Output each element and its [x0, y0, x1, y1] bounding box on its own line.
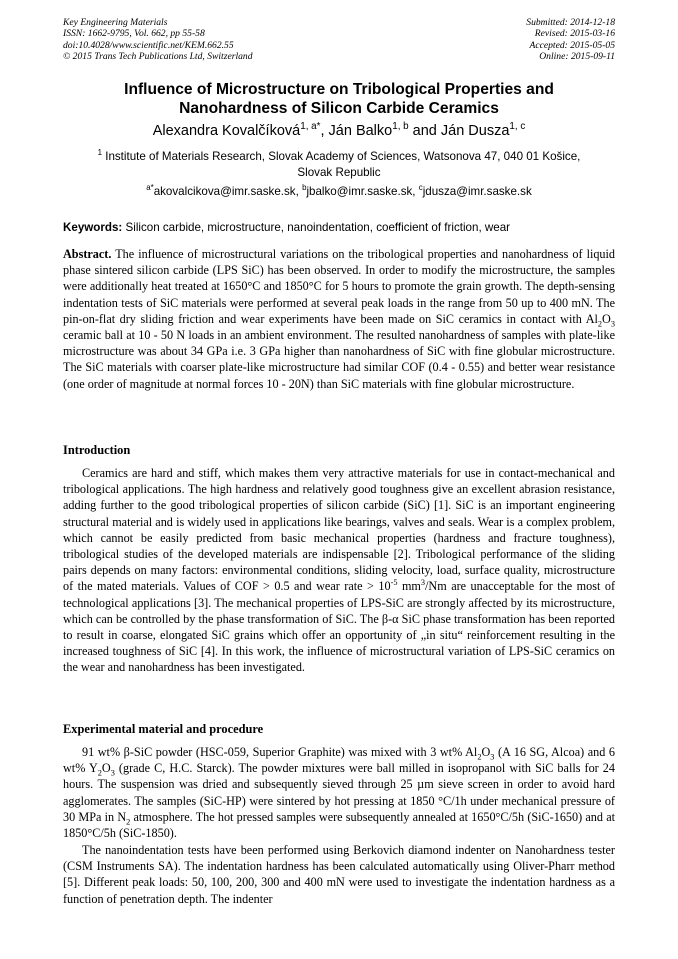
- paragraph-text: Ceramics are hard and stiff, which makes them very attractive materials for use in contact-mechanical and tribological applications. The high hardness and relatively good toughness give an excellent abrasion resistance, adding further to the good tribological properties of silicon carbide (SiC) [1]. SiC is an important engineering structural material and is widely used in applications like bearings, valves and seals. Wear is a complex problem, which cannot be easily predicted from basic mechanical properties (hardness and fracture toughness), tribological studies of the developed materials are indispensable [2]. Tribological performance of the sliding pairs depends on many factors: environmental conditions, sliding velocity, load, surface quality, microstructure of the mated materials. Values of COF > 0.5 and wear rate > 10: [63, 466, 615, 594]
- email-mark: c: [418, 183, 423, 193]
- title-line-2: Nanohardness of Silicon Carbide Ceramics: [179, 100, 499, 117]
- superscript: 3: [420, 578, 426, 588]
- affiliation-mark: 1: [97, 148, 102, 158]
- paragraph-text: mm: [397, 579, 421, 594]
- author-separator: ,: [320, 123, 329, 139]
- abstract-text: O: [602, 311, 611, 326]
- superscript: -5: [390, 578, 398, 588]
- author-affil-mark: 1, b: [392, 121, 409, 133]
- affiliation: [63, 149, 615, 180]
- experimental-paragraph-1: [63, 744, 615, 841]
- introduction-paragraph: [63, 465, 615, 676]
- paragraph-text: O: [481, 745, 491, 759]
- author-name: Ján Dusza: [440, 123, 510, 139]
- abstract-text: The influence of microstructural variations on the tribological properties and nanohardness of liquid phase sintered silicon carbide (LPS SiC) has been observed. In order to modify the microstructure, the samples were additionally heat treated at 1650°C and 1850°C for 5 hours to promote the grain growth. The depth-sensing indentation tests of SiC materials were performed at several peak loads in the range from 50 up to 400 mN. The pin-on-flat dry sliding friction and wear experiments have been made on SiC ceramics in contact with Al: [63, 247, 616, 326]
- author-list: [63, 122, 615, 140]
- subscript: 2: [477, 752, 482, 762]
- subscript: 3: [110, 768, 115, 778]
- author-conjunction: and: [408, 123, 441, 139]
- subscript: 2: [597, 319, 603, 329]
- submitted-date: Submitted: 2014-12-18: [526, 17, 615, 28]
- paper-title: [63, 80, 615, 118]
- author-name: Alexandra Kovalčíková: [152, 123, 301, 139]
- email-mark: a*: [146, 183, 154, 193]
- email-link[interactable]: akovalcikova@imr.saske.sk: [153, 185, 296, 198]
- abstract-text: ceramic ball at 10 - 50 N loads in an ambient environment. The resulted nanohardness of samples with plate-like microstructure was about 34 GPa i.e. 3 GPa higher than nanohardness of SiC with fine globular microstructure. The SiC materials with coarser plate-like microstructure had similar COF (0.4 - 0.55) and better wear resistance (one order of magnitude at normal forces 10 - 20N) than SiC materials with fine globular microstructure.: [63, 328, 615, 391]
- author-name: Ján Balko: [328, 123, 393, 139]
- paragraph-text: (A 16 SG, Alcoa) and 6 wt% Y: [63, 745, 615, 776]
- section-heading-experimental: Experimental material and procedure: [63, 722, 264, 736]
- affiliation-line-2: Slovak Republic: [297, 165, 381, 179]
- email-link[interactable]: jbalko@imr.saske.sk: [306, 185, 413, 198]
- email-mark: b: [302, 183, 307, 193]
- experimental-paragraph-2: The nanoindentation tests have been performed using Berkovich diamond indenter on Nanohardness tester (CSM Instruments SA). The indentation hardness has been calculated automatically using Oliver-Pharr method [5]. Different peak loads: 50, 100, 200, 300 and 400 mN were used to investigate the indentation hardness as a function of penetration depth. The indenter: [63, 843, 615, 906]
- journal-header: [63, 17, 253, 63]
- paragraph-text: /Nm are unacceptable for the most of technological applications [3]. The mechanical properties of LPS-SiC are strongly affected by its microstructure, which can be controlled by the phase transformation of SiC. The β-α SiC phase transformation has been reported to result in coarse, elongated SiC grains which offer an opportunity of „in situ“ reinforcement resulting in the increased toughness of SiC [4]. In this work, the influence of microstructural variation of LPS-SiC ceramics on the wear and nanohardness has been investigated.: [63, 579, 616, 675]
- title-line-1: Influence of Microstructure on Tribological Properties and: [124, 81, 554, 98]
- subscript: 2: [126, 817, 131, 827]
- dates-header: [526, 17, 615, 63]
- keywords-label: Keywords:: [63, 221, 123, 234]
- section-heading-introduction: Introduction: [63, 443, 131, 457]
- paragraph-text: atmosphere. The hot pressed samples were subsequently annealed at 1650°C/5h (SiC-1650) and at 1850°C/5h (SiC-1850).: [63, 809, 615, 841]
- subscript: 3: [490, 752, 495, 762]
- revised-date: Revised: 2015-03-16: [534, 28, 615, 40]
- paragraph-text: O: [101, 761, 111, 776]
- email-link[interactable]: jdusza@imr.saske.sk: [422, 185, 532, 198]
- keywords-text: Silicon carbide, microstructure, nanoindentation, coefficient of friction, wear: [125, 221, 511, 234]
- paragraph-text: (grade C, H.C. Starck). The powder mixtures were ball milled in isopropanol with SiC balls for 24 hours. The suspension was dried and subsequently sieved through 25 µm sieve screen in order to avoid hard agglomerates. The samples (SiC-HP) were sintered by hot pressing at 1850 °C/1h under mechanical pressure of 30 MPa in N: [63, 761, 615, 824]
- copyright: © 2015 Trans Tech Publications Ltd, Switzerland: [63, 51, 253, 63]
- online-date: Online: 2015-09-11: [539, 51, 615, 63]
- author-emails: $^{a*}$akovalcikova@imr.saske.sk, $^b$jbalko@imr.saske.sk, $^c$jdusza@imr.saske.sk: [146, 183, 532, 198]
- subscript: 3: [610, 319, 615, 329]
- journal-name: Key Engineering Materials: [63, 17, 168, 28]
- accepted-date: Accepted: 2015-05-05: [529, 39, 615, 51]
- affiliation-line-1: Institute of Materials Research, Slovak Academy of Sciences, Watsonova 47, 040 01 Košice,: [105, 150, 581, 163]
- abstract-label: Abstract.: [63, 247, 112, 261]
- paragraph-text: 91 wt% β-SiC powder (HSC-059, Superior Graphite) was mixed with 3 wt% Al: [82, 745, 478, 759]
- abstract: [63, 246, 615, 392]
- doi: doi:10.4028/www.scientific.net/KEM.662.55: [63, 39, 234, 51]
- author-affil-mark: 1, a*: [300, 121, 321, 133]
- subscript: 2: [97, 768, 102, 778]
- author-affil-mark: 1, c: [509, 121, 526, 133]
- issn: ISSN: 1662-9795, Vol. 662, pp 55-58: [63, 28, 205, 40]
- keywords: [63, 220, 615, 235]
